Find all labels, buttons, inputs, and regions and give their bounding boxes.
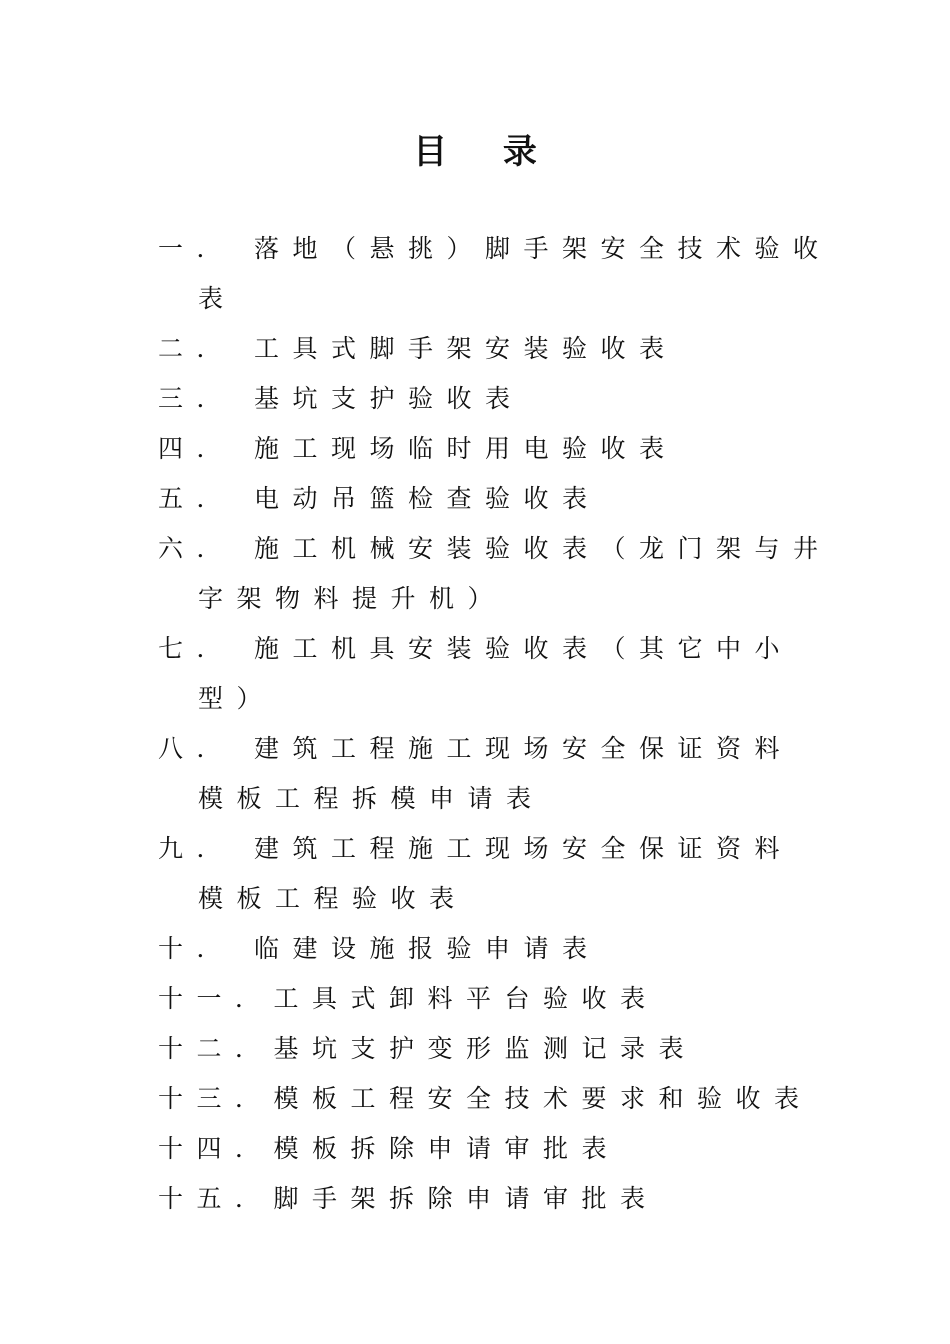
toc-item	[158, 1124, 818, 1174]
toc-item	[158, 1024, 818, 1074]
toc-item-number: 四．	[158, 434, 236, 463]
toc-item-title-continued: 模板工程拆模申请表	[198, 784, 545, 813]
toc-item	[158, 524, 832, 624]
toc-item-title: 工具式卸料平台验收表	[273, 984, 659, 1013]
toc-item	[158, 324, 818, 374]
table-of-contents	[158, 224, 832, 1224]
toc-item-number: 九．	[158, 834, 236, 863]
toc-item	[158, 924, 818, 974]
toc-item	[158, 974, 818, 1024]
toc-item-title: 施工机械安装验收表（龙门架与井	[254, 534, 832, 563]
toc-item-title: 基坑支护变形监测记录表	[273, 1034, 698, 1063]
toc-item-title: 工具式脚手架安装验收表	[254, 334, 678, 363]
toc-item-title-continued: 型）	[198, 684, 276, 713]
toc-item-number: 十三．	[158, 1084, 274, 1113]
toc-item-title: 施工机具安装验收表（其它中小	[254, 634, 794, 663]
toc-item-number: 七．	[158, 634, 236, 663]
toc-item	[158, 1074, 818, 1124]
toc-item-title-continued: 字架物料提升机）	[198, 584, 507, 613]
toc-item-number: 二．	[158, 334, 236, 363]
toc-item	[158, 624, 818, 724]
page-title: 目 录	[413, 132, 559, 172]
toc-item-title-continued: 表	[198, 284, 237, 313]
toc-item	[158, 424, 818, 474]
toc-item	[158, 374, 818, 424]
toc-item-number: 一．	[158, 234, 236, 263]
toc-item	[158, 224, 832, 324]
toc-item-title: 基坑支护验收表	[254, 384, 524, 413]
toc-item	[158, 824, 818, 924]
toc-item-title: 建筑工程施工现场安全保证资料	[254, 834, 794, 863]
toc-item-number: 十一．	[158, 984, 274, 1013]
toc-item-number: 十四．	[158, 1134, 274, 1163]
toc-item-title: 电动吊篮检查验收表	[254, 484, 601, 513]
toc-item	[158, 1174, 818, 1224]
toc-item-title: 模板工程安全技术要求和验收表	[273, 1084, 813, 1113]
toc-item-title: 模板拆除申请审批表	[273, 1134, 621, 1163]
toc-item-number: 六．	[158, 534, 236, 563]
toc-item-title: 脚手架拆除申请审批表	[273, 1184, 659, 1213]
toc-item-number: 十五．	[158, 1184, 274, 1213]
toc-item	[158, 474, 818, 524]
toc-item-number: 三．	[158, 384, 236, 413]
toc-item-number: 十二．	[158, 1034, 274, 1063]
toc-item-title: 建筑工程施工现场安全保证资料	[254, 734, 794, 763]
toc-item-title-continued: 模板工程验收表	[198, 884, 468, 913]
toc-item-number: 十．	[158, 934, 236, 963]
toc-item-title: 临建设施报验申请表	[254, 934, 601, 963]
toc-item-number: 八．	[158, 734, 236, 763]
toc-item-number: 五．	[158, 484, 236, 513]
toc-item-title: 施工现场临时用电验收表	[254, 434, 678, 463]
toc-item-title: 落地（悬挑）脚手架安全技术验收	[254, 234, 832, 263]
toc-item	[158, 724, 818, 824]
